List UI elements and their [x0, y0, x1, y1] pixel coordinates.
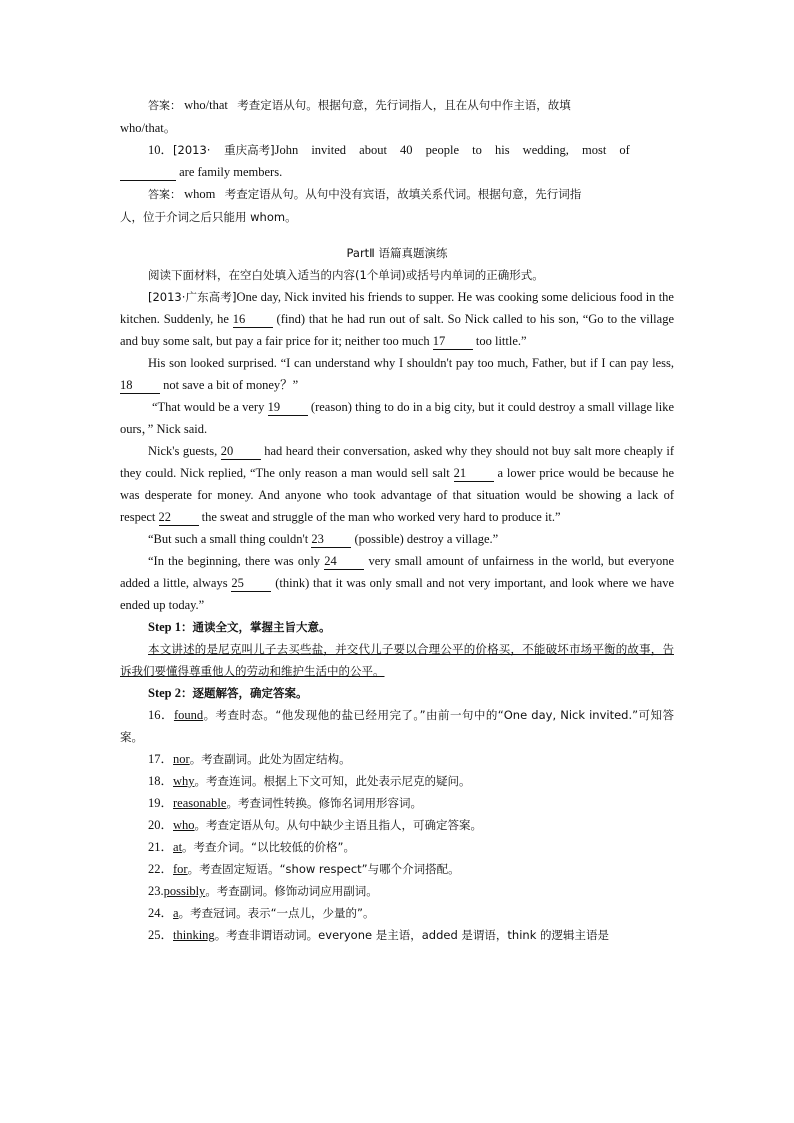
p1-text-a: One day, Nick invited his friends to supper. He was cooking some delicious food in the kitchen. Suddenly, he — [120, 290, 674, 326]
blank-24: 24 — [324, 553, 364, 570]
solution-item — [120, 902, 674, 924]
solution-number: 18． — [148, 774, 174, 788]
step2-label: Step 2 — [148, 686, 181, 700]
solution-answer: possibly — [163, 884, 206, 898]
passage-paragraph-5 — [120, 528, 674, 550]
p4-text-d: the sweat and struggle of the man who worked very hard to produce it.” — [201, 510, 561, 524]
answer-colon-10: ： — [170, 188, 181, 201]
p5-text-a: “But such a small thing couldn't — [148, 532, 309, 546]
solution-item — [120, 836, 674, 858]
blank-21: 21 — [454, 465, 494, 482]
p4-text-b: had heard their conversation, asked why they should not buy salt more cheaply if they could. Nick replied, “The only reason a man would sell salt — [120, 444, 675, 480]
solutions-list — [120, 704, 674, 946]
q10-text-b: are family members. — [179, 165, 283, 179]
solution-answer: thinking — [173, 928, 215, 942]
solution-number: 20． — [148, 818, 174, 832]
solution-number: 19． — [148, 796, 174, 810]
solution-explanation: 。考查定语从句。从句中缺少主语且指人，可确定答案。 — [194, 818, 483, 832]
q9-explanation: 考查定语从句。根据句意，先行词指人，且在从句中作主语，故填 — [237, 98, 571, 112]
document-page — [120, 94, 674, 946]
p1-text-c: too little.” — [475, 334, 527, 348]
p3-text-b: (reason) thing to do in a big city, but it could destroy a small village like ours，” Nick said. — [120, 400, 675, 436]
q10-blank — [120, 164, 176, 181]
q9-answer-cont: who/that。 — [120, 121, 177, 135]
step2-title: ：逐题解答，确定答案。 — [181, 686, 308, 700]
p6-text-b: very small amount of unfairness in the world, but everyone added a little, always — [120, 554, 675, 590]
p1-text-b: (find) that he had run out of salt. So Nick called to his son, “Go to the village and buy some salt, but pay a fair price for it; neither too much — [120, 312, 675, 348]
p6-text-a: “In the beginning, there was only — [148, 554, 321, 568]
solution-number: 16． — [148, 708, 174, 722]
solution-number: 17． — [148, 752, 174, 766]
solution-item — [120, 748, 674, 770]
step1-label: Step 1 — [148, 620, 181, 634]
p3-text-a: “That would be a very — [152, 400, 265, 414]
solution-explanation: 。考查副词。修饰动词应用副词。 — [205, 884, 378, 898]
part2-title: PartⅡ 语篇真题演练 — [346, 246, 448, 260]
blank-20: 20 — [221, 443, 261, 460]
solution-item — [120, 792, 674, 814]
solution-item — [120, 858, 674, 880]
p6-text-c: (think) that it was only small and not very important, and look where we have ended up today.” — [120, 576, 674, 612]
q9-answer-line — [120, 94, 674, 117]
solution-answer: a — [173, 906, 179, 920]
answer-label: 答案 — [148, 99, 170, 112]
solution-answer: reasonable — [173, 796, 227, 810]
p4-text-a: Nick's guests, — [148, 444, 218, 458]
q10-explanation: 考查定语从句。从句中没有宾语，故填关系代词。根据句意，先行词指 — [224, 187, 582, 201]
solution-number: 21． — [148, 840, 174, 854]
step1-summary: 本文讲述的是尼克叫儿子去买些盐，并交代儿子要以合理公平的价格买，不能破坏市场平衡的故事，告诉我们要懂得尊重他人的劳动和维护生活中的公平。 — [120, 642, 674, 678]
blank-23: 23 — [311, 531, 351, 548]
solution-answer: who — [173, 818, 195, 832]
q10-answer-line — [120, 183, 674, 206]
solution-answer: why — [173, 774, 195, 788]
blank-18: 18 — [120, 377, 160, 394]
solution-item — [120, 704, 674, 748]
solution-number: 24． — [148, 906, 174, 920]
solution-answer: for — [173, 862, 188, 876]
p4-text-c: a lower price would be because he was desperate for money. And anyone who took advantage of that situation would be showing a lack of respect — [120, 466, 675, 524]
solution-explanation: 。考查介词。“以比较低的价格”。 — [182, 840, 355, 854]
solution-answer: at — [173, 840, 183, 854]
answer-label-10: 答案 — [148, 188, 170, 201]
solution-number: 22． — [148, 862, 174, 876]
q10-explanation-cont: 人，位于介词之后只能用 whom。 — [120, 210, 297, 224]
solution-explanation: 。考查连词。根据上下文可知，此处表示尼克的疑问。 — [194, 774, 471, 788]
answer-colon: ： — [170, 99, 181, 112]
solution-explanation: 。考查副词。此处为固定结构。 — [189, 752, 351, 766]
solution-answer: nor — [173, 752, 190, 766]
q9-answer: who/that — [184, 98, 228, 112]
solution-number: 23. — [148, 884, 164, 898]
passage-source: [2013·广东高考] — [148, 290, 237, 304]
solution-item — [120, 924, 674, 946]
solution-explanation: 。考查冠词。表示“一点儿，少量的”。 — [178, 906, 375, 920]
q10-text-a: John invited about 40 people to his wedding, most of — [274, 143, 630, 157]
q10-answer: whom — [184, 187, 216, 201]
p2-text-b: not save a bit of money？” — [163, 378, 299, 392]
passage-paragraph-3 — [120, 396, 674, 440]
solution-explanation: 。考查固定短语。“show respect”与哪个介词搭配。 — [187, 862, 460, 876]
step1-heading — [120, 616, 674, 638]
q10-source: [2013· 重庆高考] — [173, 143, 275, 157]
passage-paragraph-2 — [120, 352, 674, 396]
solution-explanation: 。考查非谓语动词。everyone 是主语，added 是谓语，think 的逻辑主语是 — [214, 928, 610, 942]
passage-paragraph-6 — [120, 550, 674, 616]
p5-text-b: (possible) destroy a village.” — [354, 532, 499, 546]
blank-25: 25 — [231, 575, 271, 592]
solution-item — [120, 770, 674, 792]
solution-explanation: 。考查时态。“他发现他的盐已经用完了。”由前一句中的“One day, Nick invited.”可知答案。 — [120, 708, 674, 744]
blank-16: 16 — [233, 311, 273, 328]
step1-title: ：通读全文，掌握主旨大意。 — [181, 620, 331, 634]
p2-text-a: His son looked surprised. “I can understand why I shouldn't pay too much, Father, but if I can pay less, — [148, 356, 674, 370]
blank-19: 19 — [268, 399, 308, 416]
passage-paragraph-4 — [120, 440, 674, 528]
passage-paragraph-1 — [120, 286, 674, 352]
solution-answer: found — [173, 708, 204, 722]
solution-explanation: 。考查词性转换。修饰名词用形容词。 — [226, 796, 422, 810]
q10-number: 10． — [148, 143, 174, 157]
q10-question — [120, 139, 674, 161]
solution-item — [120, 880, 674, 902]
solution-item — [120, 814, 674, 836]
part2-instruction: 阅读下面材料，在空白处填入适当的内容(1个单词)或括号内单词的正确形式。 — [148, 268, 544, 282]
blank-17: 17 — [433, 333, 473, 350]
q10-question-cont — [120, 161, 674, 183]
blank-22: 22 — [159, 509, 199, 526]
solution-number: 25． — [148, 928, 174, 942]
step2-heading — [120, 682, 674, 704]
